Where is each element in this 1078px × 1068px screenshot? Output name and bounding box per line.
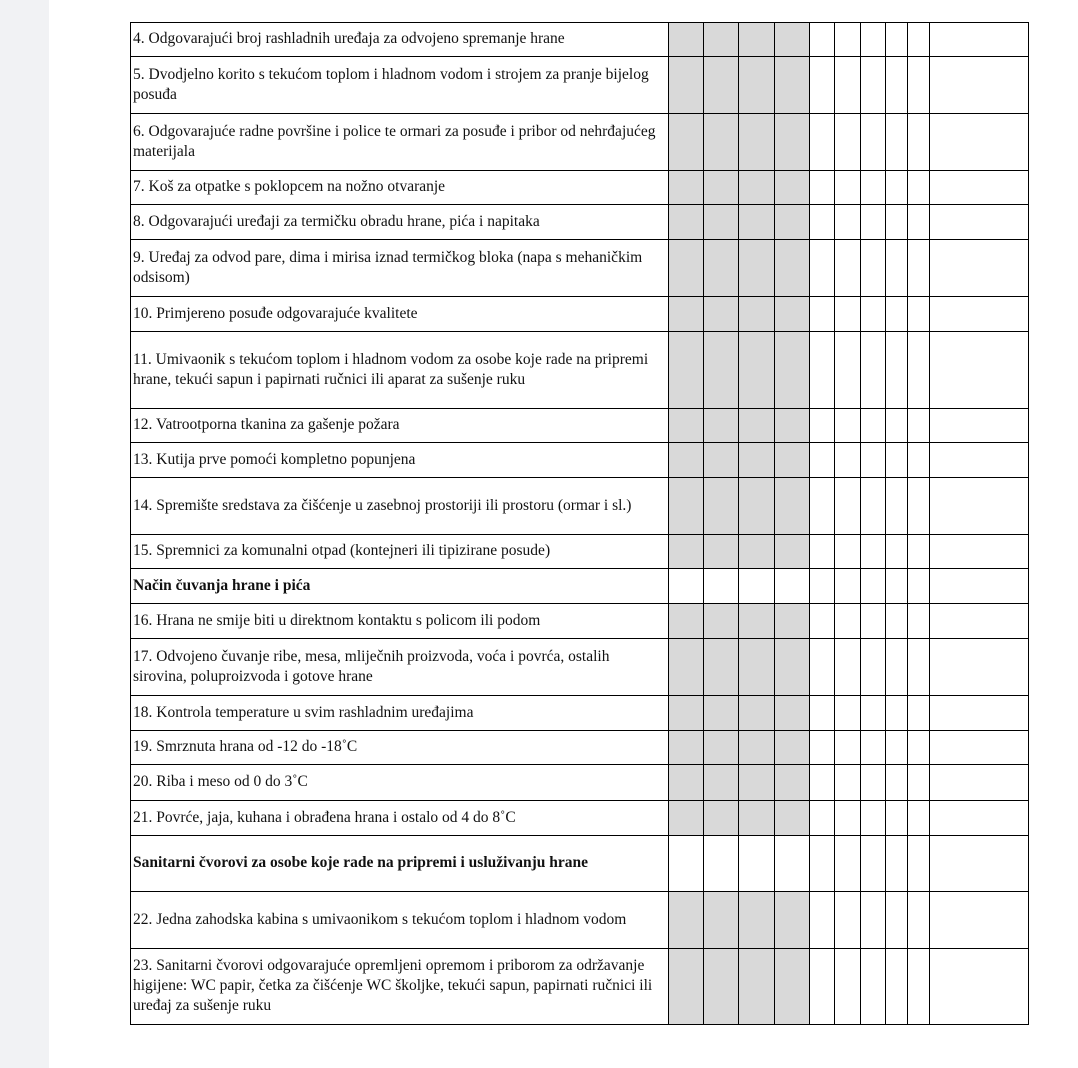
- shaded-cell: [739, 478, 774, 535]
- shaded-cell: [704, 205, 739, 240]
- check-cell[interactable]: [861, 443, 886, 478]
- check-cell[interactable]: [834, 765, 860, 801]
- checklist-row: [131, 240, 1029, 297]
- check-cell[interactable]: [908, 949, 930, 1025]
- checklist-row: [131, 57, 1029, 114]
- check-cell[interactable]: [930, 240, 1029, 297]
- requirement-text: 16. Hrana ne smije biti u direktnom kontaktu s policom ili podom: [131, 604, 669, 639]
- check-cell[interactable]: [809, 604, 834, 639]
- checklist-row: [131, 604, 1029, 639]
- shaded-cell: [668, 297, 703, 332]
- check-cell[interactable]: [930, 114, 1029, 171]
- check-cell[interactable]: [809, 801, 834, 836]
- check-cell[interactable]: [861, 57, 886, 114]
- shaded-cell: [704, 297, 739, 332]
- check-cell[interactable]: [861, 892, 886, 949]
- checklist-row: [131, 409, 1029, 443]
- shaded-cell: [739, 731, 774, 765]
- check-cell[interactable]: [886, 535, 908, 569]
- check-cell[interactable]: [834, 23, 860, 57]
- check-cell[interactable]: [930, 569, 1029, 604]
- shaded-cell: [774, 57, 809, 114]
- check-cell[interactable]: [834, 949, 860, 1025]
- check-cell[interactable]: [886, 801, 908, 836]
- check-cell[interactable]: [774, 569, 809, 604]
- requirement-text: 7. Koš za otpatke s poklopcem na nožno otvaranje: [131, 171, 669, 205]
- shaded-cell: [668, 240, 703, 297]
- check-cell[interactable]: [930, 949, 1029, 1025]
- check-cell[interactable]: [886, 604, 908, 639]
- checklist-row: [131, 765, 1029, 801]
- check-cell[interactable]: [834, 604, 860, 639]
- check-cell[interactable]: [908, 240, 930, 297]
- check-cell[interactable]: [834, 639, 860, 696]
- check-cell[interactable]: [930, 836, 1029, 892]
- shaded-cell: [774, 949, 809, 1025]
- check-cell[interactable]: [886, 205, 908, 240]
- shaded-cell: [668, 478, 703, 535]
- check-cell[interactable]: [908, 171, 930, 205]
- shaded-cell: [739, 23, 774, 57]
- checklist-row: [131, 639, 1029, 696]
- shaded-cell: [668, 949, 703, 1025]
- check-cell[interactable]: [908, 604, 930, 639]
- shaded-cell: [774, 332, 809, 409]
- check-cell[interactable]: [908, 114, 930, 171]
- check-cell[interactable]: [930, 297, 1029, 332]
- check-cell[interactable]: [834, 240, 860, 297]
- checklist-body: [131, 23, 1029, 1025]
- check-cell[interactable]: [809, 949, 834, 1025]
- shaded-cell: [774, 23, 809, 57]
- shaded-cell: [739, 801, 774, 836]
- check-cell[interactable]: [908, 443, 930, 478]
- requirement-text: 10. Primjereno posuđe odgovarajuće kvalitete: [131, 297, 669, 332]
- shaded-cell: [739, 696, 774, 731]
- shaded-cell: [704, 171, 739, 205]
- requirement-text: 21. Povrće, jaja, kuhana i obrađena hrana i ostalo od 4 do 8˚C: [131, 801, 669, 836]
- shaded-cell: [704, 478, 739, 535]
- shaded-cell: [704, 535, 739, 569]
- shaded-cell: [739, 765, 774, 801]
- check-cell[interactable]: [886, 57, 908, 114]
- shaded-cell: [704, 696, 739, 731]
- check-cell[interactable]: [908, 478, 930, 535]
- shaded-cell: [774, 801, 809, 836]
- shaded-cell: [668, 332, 703, 409]
- checklist-row: [131, 801, 1029, 836]
- check-cell[interactable]: [886, 696, 908, 731]
- check-cell[interactable]: [930, 57, 1029, 114]
- shaded-cell: [774, 604, 809, 639]
- check-cell[interactable]: [908, 297, 930, 332]
- check-cell[interactable]: [930, 731, 1029, 765]
- shaded-cell: [668, 765, 703, 801]
- check-cell[interactable]: [809, 639, 834, 696]
- check-cell[interactable]: [886, 569, 908, 604]
- shaded-cell: [704, 604, 739, 639]
- check-cell[interactable]: [834, 409, 860, 443]
- requirement-text: 19. Smrznuta hrana od -12 do -18˚C: [131, 731, 669, 765]
- shaded-cell: [774, 478, 809, 535]
- check-cell[interactable]: [834, 731, 860, 765]
- check-cell[interactable]: [908, 801, 930, 836]
- checklist-row: [131, 205, 1029, 240]
- check-cell[interactable]: [908, 409, 930, 443]
- shaded-cell: [739, 240, 774, 297]
- shaded-cell: [739, 443, 774, 478]
- check-cell[interactable]: [809, 23, 834, 57]
- check-cell[interactable]: [861, 765, 886, 801]
- shaded-cell: [739, 57, 774, 114]
- check-cell[interactable]: [809, 171, 834, 205]
- check-cell[interactable]: [930, 332, 1029, 409]
- shaded-cell: [774, 297, 809, 332]
- check-cell[interactable]: [886, 23, 908, 57]
- check-cell[interactable]: [774, 836, 809, 892]
- check-cell[interactable]: [834, 443, 860, 478]
- requirement-text: 4. Odgovarajući broj rashladnih uređaja za odvojeno spremanje hrane: [131, 23, 669, 57]
- check-cell[interactable]: [861, 23, 886, 57]
- checklist-row: [131, 332, 1029, 409]
- check-cell[interactable]: [886, 949, 908, 1025]
- shaded-cell: [739, 332, 774, 409]
- shaded-cell: [668, 731, 703, 765]
- check-cell[interactable]: [908, 57, 930, 114]
- check-cell[interactable]: [908, 765, 930, 801]
- check-cell[interactable]: [809, 297, 834, 332]
- shaded-cell: [704, 949, 739, 1025]
- shaded-cell: [739, 114, 774, 171]
- check-cell[interactable]: [930, 765, 1029, 801]
- requirement-text: 12. Vatrootporna tkanina za gašenje požara: [131, 409, 669, 443]
- check-cell[interactable]: [861, 409, 886, 443]
- check-cell[interactable]: [930, 892, 1029, 949]
- check-cell[interactable]: [834, 801, 860, 836]
- shaded-cell: [704, 801, 739, 836]
- check-cell[interactable]: [886, 332, 908, 409]
- check-cell[interactable]: [668, 569, 703, 604]
- requirement-text: 9. Uređaj za odvod pare, dima i mirisa iznad termičkog bloka (napa s mehaničkim odsisom): [131, 240, 669, 297]
- check-cell[interactable]: [930, 23, 1029, 57]
- check-cell[interactable]: [861, 297, 886, 332]
- check-cell[interactable]: [809, 478, 834, 535]
- check-cell[interactable]: [861, 114, 886, 171]
- check-cell[interactable]: [886, 297, 908, 332]
- shaded-cell: [668, 409, 703, 443]
- check-cell[interactable]: [861, 731, 886, 765]
- shaded-cell: [739, 171, 774, 205]
- section-header-row: [131, 836, 1029, 892]
- shaded-cell: [668, 696, 703, 731]
- check-cell[interactable]: [809, 57, 834, 114]
- check-cell[interactable]: [809, 731, 834, 765]
- shaded-cell: [774, 240, 809, 297]
- section-title: Način čuvanja hrane i pića: [131, 569, 669, 604]
- check-cell[interactable]: [668, 836, 703, 892]
- check-cell[interactable]: [834, 836, 860, 892]
- shaded-cell: [739, 639, 774, 696]
- check-cell[interactable]: [809, 114, 834, 171]
- shaded-cell: [739, 409, 774, 443]
- check-cell[interactable]: [886, 731, 908, 765]
- requirement-text: 5. Dvodjelno korito s tekućom toplom i hladnom vodom i strojem za pranje bijelog posuđa: [131, 57, 669, 114]
- checklist-row: [131, 478, 1029, 535]
- shaded-cell: [774, 892, 809, 949]
- check-cell[interactable]: [861, 569, 886, 604]
- shaded-cell: [668, 604, 703, 639]
- shaded-cell: [668, 23, 703, 57]
- requirement-text: 22. Jedna zahodska kabina s umivaonikom s tekućom toplom i hladnom vodom: [131, 892, 669, 949]
- check-cell[interactable]: [809, 332, 834, 409]
- check-cell[interactable]: [834, 696, 860, 731]
- shaded-cell: [704, 892, 739, 949]
- check-cell[interactable]: [834, 892, 860, 949]
- check-cell[interactable]: [908, 569, 930, 604]
- check-cell[interactable]: [861, 171, 886, 205]
- check-cell[interactable]: [908, 731, 930, 765]
- shaded-cell: [774, 409, 809, 443]
- shaded-cell: [668, 443, 703, 478]
- section-title: Sanitarni čvorovi za osobe koje rade na pripremi i usluživanju hrane: [131, 836, 669, 892]
- check-cell[interactable]: [809, 443, 834, 478]
- requirement-text: 15. Spremnici za komunalni otpad (kontejneri ili tipizirane posude): [131, 535, 669, 569]
- checklist-row: [131, 949, 1029, 1025]
- check-cell[interactable]: [861, 535, 886, 569]
- requirement-text: 23. Sanitarni čvorovi odgovarajuće opremljeni opremom i priborom za održavanje higijene: WC papir, četka za čišćenje WC školjke, tekući sapun, papirnati ručnici ili uređaj za sušenje ruku: [131, 949, 669, 1025]
- check-cell[interactable]: [886, 765, 908, 801]
- shaded-cell: [668, 801, 703, 836]
- check-cell[interactable]: [739, 836, 774, 892]
- check-cell[interactable]: [886, 409, 908, 443]
- requirement-text: 6. Odgovarajuće radne površine i police te ormari za posuđe i pribor od nehrđajućeg materijala: [131, 114, 669, 171]
- check-cell[interactable]: [809, 696, 834, 731]
- shaded-cell: [668, 205, 703, 240]
- shaded-cell: [739, 604, 774, 639]
- check-cell[interactable]: [809, 569, 834, 604]
- check-cell[interactable]: [809, 409, 834, 443]
- check-cell[interactable]: [886, 114, 908, 171]
- shaded-cell: [774, 205, 809, 240]
- check-cell[interactable]: [886, 892, 908, 949]
- check-cell[interactable]: [861, 639, 886, 696]
- shaded-cell: [774, 765, 809, 801]
- check-cell[interactable]: [908, 696, 930, 731]
- check-cell[interactable]: [834, 114, 860, 171]
- shaded-cell: [668, 171, 703, 205]
- check-cell[interactable]: [930, 478, 1029, 535]
- checklist-row: [131, 731, 1029, 765]
- checklist-table: [130, 22, 1029, 1025]
- requirement-text: 20. Riba i meso od 0 do 3˚C: [131, 765, 669, 801]
- check-cell[interactable]: [861, 696, 886, 731]
- checklist-row: [131, 443, 1029, 478]
- shaded-cell: [739, 892, 774, 949]
- check-cell[interactable]: [886, 639, 908, 696]
- shaded-cell: [774, 114, 809, 171]
- check-cell[interactable]: [704, 569, 739, 604]
- shaded-cell: [704, 332, 739, 409]
- check-cell[interactable]: [834, 57, 860, 114]
- check-cell[interactable]: [930, 535, 1029, 569]
- checklist-row: [131, 23, 1029, 57]
- check-cell[interactable]: [886, 478, 908, 535]
- requirement-text: 17. Odvojeno čuvanje ribe, mesa, mliječnih proizvoda, voća i povrća, ostalih sirovina, poluproizvoda i gotove hrane: [131, 639, 669, 696]
- check-cell[interactable]: [930, 443, 1029, 478]
- shaded-cell: [739, 535, 774, 569]
- check-cell[interactable]: [908, 332, 930, 409]
- shaded-cell: [668, 57, 703, 114]
- check-cell[interactable]: [930, 409, 1029, 443]
- check-cell[interactable]: [809, 535, 834, 569]
- shaded-cell: [704, 240, 739, 297]
- check-cell[interactable]: [861, 240, 886, 297]
- check-cell[interactable]: [930, 696, 1029, 731]
- check-cell[interactable]: [834, 171, 860, 205]
- check-cell[interactable]: [834, 205, 860, 240]
- check-cell[interactable]: [886, 443, 908, 478]
- shaded-cell: [774, 696, 809, 731]
- checklist-row: [131, 535, 1029, 569]
- check-cell[interactable]: [930, 604, 1029, 639]
- check-cell[interactable]: [861, 801, 886, 836]
- check-cell[interactable]: [861, 604, 886, 639]
- check-cell[interactable]: [809, 240, 834, 297]
- shaded-cell: [704, 409, 739, 443]
- check-cell[interactable]: [834, 569, 860, 604]
- checklist-row: [131, 297, 1029, 332]
- check-cell[interactable]: [861, 836, 886, 892]
- requirement-text: 14. Spremište sredstava za čišćenje u zasebnoj prostoriji ili prostoru (ormar i sl.): [131, 478, 669, 535]
- check-cell[interactable]: [809, 836, 834, 892]
- check-cell[interactable]: [908, 836, 930, 892]
- check-cell[interactable]: [834, 332, 860, 409]
- check-cell[interactable]: [886, 836, 908, 892]
- shaded-cell: [704, 23, 739, 57]
- shaded-cell: [774, 171, 809, 205]
- check-cell[interactable]: [930, 801, 1029, 836]
- shaded-cell: [739, 297, 774, 332]
- shaded-cell: [668, 535, 703, 569]
- check-cell[interactable]: [704, 836, 739, 892]
- shaded-cell: [704, 443, 739, 478]
- shaded-cell: [668, 892, 703, 949]
- shaded-cell: [704, 731, 739, 765]
- check-cell[interactable]: [908, 535, 930, 569]
- shaded-cell: [774, 443, 809, 478]
- shaded-cell: [668, 639, 703, 696]
- check-cell[interactable]: [861, 949, 886, 1025]
- check-cell[interactable]: [861, 205, 886, 240]
- check-cell[interactable]: [908, 23, 930, 57]
- check-cell[interactable]: [861, 332, 886, 409]
- shaded-cell: [774, 639, 809, 696]
- check-cell[interactable]: [886, 171, 908, 205]
- checklist-row: [131, 892, 1029, 949]
- requirement-text: 8. Odgovarajući uređaji za termičku obradu hrane, pića i napitaka: [131, 205, 669, 240]
- checklist-row: [131, 114, 1029, 171]
- check-cell[interactable]: [739, 569, 774, 604]
- requirement-text: 13. Kutija prve pomoći kompletno popunjena: [131, 443, 669, 478]
- requirement-text: 18. Kontrola temperature u svim rashladnim uređajima: [131, 696, 669, 731]
- check-cell[interactable]: [834, 535, 860, 569]
- document-page: [49, 0, 1078, 1068]
- check-cell[interactable]: [908, 892, 930, 949]
- shaded-cell: [704, 114, 739, 171]
- check-cell[interactable]: [861, 478, 886, 535]
- shaded-cell: [774, 535, 809, 569]
- shaded-cell: [774, 731, 809, 765]
- check-cell[interactable]: [809, 765, 834, 801]
- shaded-cell: [704, 639, 739, 696]
- check-cell[interactable]: [834, 297, 860, 332]
- shaded-cell: [704, 765, 739, 801]
- check-cell[interactable]: [809, 205, 834, 240]
- check-cell[interactable]: [886, 240, 908, 297]
- check-cell[interactable]: [930, 171, 1029, 205]
- check-cell[interactable]: [930, 205, 1029, 240]
- shaded-cell: [739, 949, 774, 1025]
- check-cell[interactable]: [930, 639, 1029, 696]
- requirement-text: 11. Umivaonik s tekućom toplom i hladnom vodom za osobe koje rade na pripremi hrane, tekući sapun i papirnati ručnici ili aparat za sušenje ruku: [131, 332, 669, 409]
- check-cell[interactable]: [809, 892, 834, 949]
- shaded-cell: [739, 205, 774, 240]
- checklist-row: [131, 171, 1029, 205]
- check-cell[interactable]: [908, 205, 930, 240]
- check-cell[interactable]: [834, 478, 860, 535]
- check-cell[interactable]: [908, 639, 930, 696]
- section-header-row: [131, 569, 1029, 604]
- checklist-row: [131, 696, 1029, 731]
- shaded-cell: [704, 57, 739, 114]
- shaded-cell: [668, 114, 703, 171]
